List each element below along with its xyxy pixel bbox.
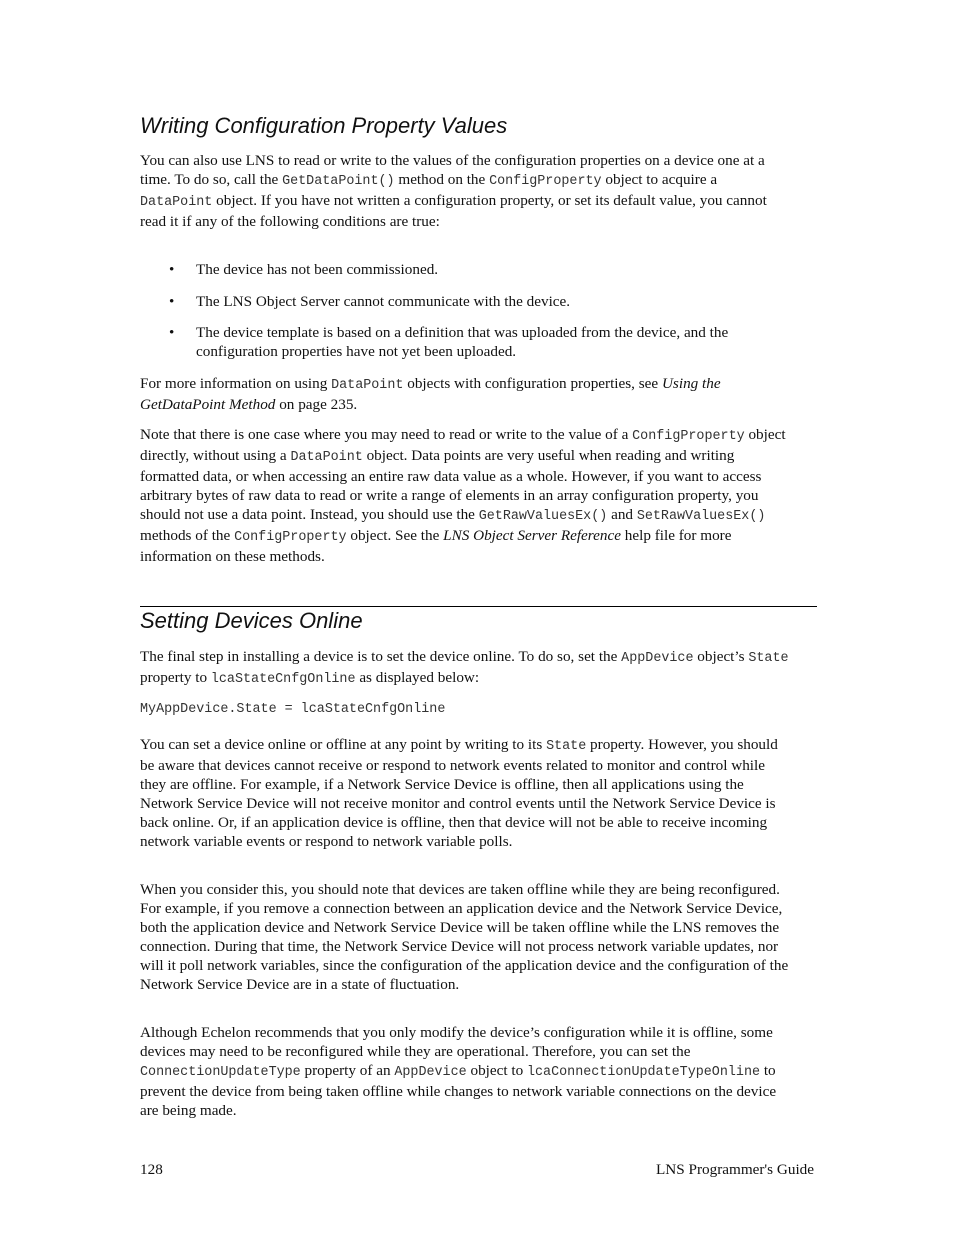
- text: You can also use LNS to read or write to the values of the configuration properties on a device one at a time. To do so, call the: [140, 152, 765, 188]
- text: object. See the: [346, 527, 444, 544]
- list-item: [169, 292, 786, 311]
- list-item-text: The LNS Object Server cannot communicate with the device.: [196, 293, 571, 310]
- code-inline: ConfigProperty: [489, 174, 602, 189]
- page-number: 128: [140, 1161, 163, 1178]
- text: object. Data points are very useful when reading and writing formatted data, or when accessing an entire raw data value as a whole. However, if you want to access arbitrary bytes of raw data to read or write a range of elements in an array configuration property, you should not use a data point. Instead, you should use the: [140, 447, 762, 523]
- bullet-icon: •: [169, 261, 175, 278]
- code-inline: GetDataPoint(): [282, 174, 395, 189]
- list-item: [169, 323, 786, 361]
- bullet-icon: •: [169, 324, 175, 341]
- code-inline: State: [546, 739, 587, 754]
- text: property of an: [300, 1062, 395, 1079]
- text: method on the: [394, 171, 490, 188]
- code-inline: ConfigProperty: [234, 530, 347, 545]
- text: object directly, without using a: [140, 426, 786, 464]
- text: The final step in installing a device is to set the device online. To do so, set the: [140, 648, 622, 665]
- text: object to: [466, 1062, 527, 1079]
- paragraph-final-step: [140, 647, 790, 689]
- list-item-text: The device template is based on a definition that was uploaded from the device, and the configuration properties have not yet been uploaded.: [196, 324, 729, 360]
- text: and: [607, 506, 637, 523]
- text: For more information on using: [140, 375, 332, 392]
- code-inline: AppDevice: [621, 651, 694, 666]
- code-inline: lcaStateCnfgOnline: [210, 672, 356, 687]
- code-example: MyAppDevice.State = lcaStateCnfgOnline: [140, 702, 446, 717]
- text: objects with configuration properties, see: [403, 375, 662, 392]
- text: Although Echelon recommends that you only modify the device’s configuration while it is offline, some devices may need to be reconfigured while they are operational. Therefore, you can set the: [140, 1024, 773, 1060]
- code-inline: SetRawValuesEx(): [636, 509, 766, 524]
- code-inline: State: [748, 651, 789, 666]
- reference-title: LNS Object Server Reference: [443, 527, 621, 544]
- section-heading-writing-config: Writing Configuration Property Values: [140, 113, 508, 138]
- paragraph-note: [140, 425, 790, 566]
- code-inline: AppDevice: [394, 1065, 467, 1080]
- text: object’s: [693, 648, 749, 665]
- text: property. However, you should be aware that devices cannot receive or respond to network events related to monitor and control while they are offline. For example, if a Network Service Device is offline, then all applications using the Network Service Device will not receive monitor and control events until the Network Service Device is back online. Or, if an application device is offline, then that device will not be able to receive incoming network variable events or respond to network variable polls.: [140, 736, 778, 850]
- paragraph-online-offline: [140, 735, 790, 851]
- paragraph-intro: [140, 151, 790, 231]
- cross-reference: Using the GetDataPoint Method: [140, 375, 721, 413]
- section-heading-setting-online: Setting Devices Online: [140, 608, 363, 633]
- footer-guide-title: LNS Programmer's Guide: [656, 1161, 814, 1178]
- text: as displayed below:: [355, 669, 480, 686]
- text: to prevent the device from being taken offline while changes to network variable connections on the device are being made.: [140, 1062, 777, 1119]
- text: methods of the: [140, 527, 235, 544]
- code-inline: GetRawValuesEx(): [478, 509, 608, 524]
- code-inline: DataPoint: [331, 378, 404, 393]
- code-inline: lcaConnectionUpdateTypeOnline: [526, 1065, 761, 1080]
- text: You can set a device online or offline at any point by writing to its: [140, 736, 547, 753]
- text: object. If you have not written a configuration property, or set its default value, you cannot read it if any of the following conditions are true:: [140, 192, 767, 230]
- code-inline: ConfigProperty: [632, 429, 745, 444]
- paragraph-more-info: [140, 374, 790, 414]
- text: on page 235.: [275, 396, 358, 413]
- text: Note that there is one case where you may need to read or write to the value of a: [140, 426, 633, 443]
- code-inline: DataPoint: [140, 195, 213, 210]
- bullet-icon: •: [169, 293, 175, 310]
- text: property to: [140, 669, 211, 686]
- section-divider: [140, 606, 817, 607]
- paragraph-echelon: [140, 1023, 790, 1120]
- code-inline: DataPoint: [290, 450, 363, 465]
- paragraph-reconfigured: When you consider this, you should note that devices are taken offline while they are being reconfigured. For example, if you remove a connection between an application device and the Network Service Device, both the application device and Network Service Device will be taken offline while the LNS removes the connection. During that time, the Network Service Device will not process network variable updates, nor will it poll network variables, since the configuration of the application device and the configuration of the Network Service Device are in a state of fluctuation.: [140, 881, 789, 993]
- list-item: [169, 260, 786, 279]
- text: object to acquire a: [601, 171, 718, 188]
- code-inline: ConnectionUpdateType: [140, 1065, 301, 1080]
- list-item-text: The device has not been commissioned.: [196, 261, 439, 278]
- text: help file for more information on these methods.: [140, 527, 732, 565]
